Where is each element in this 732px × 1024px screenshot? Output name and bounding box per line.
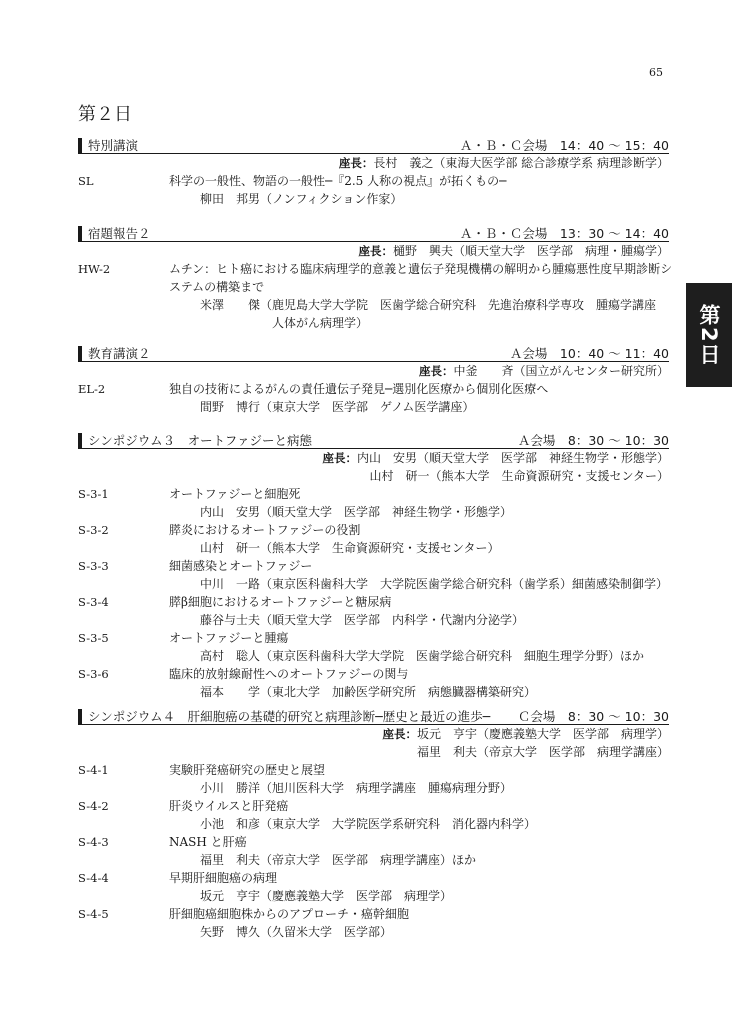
talk-author-row: [78, 851, 669, 869]
talk-author-row: [78, 539, 669, 557]
talk-title: オートファジーと腫瘍: [169, 631, 289, 645]
talk-code: S-4-5: [78, 907, 109, 921]
talk-author: 小川 勝洋（旭川医科大学 病理学講座 腫瘍病理分野）: [200, 781, 513, 795]
talk-author: 人体がん病理学）: [272, 316, 369, 330]
talk-author: 矢野 博久（久留米大学 医学部）: [200, 925, 393, 939]
talk-title-row: [78, 172, 669, 190]
talk-author: 米澤 傑（鹿児島大学大学院 医歯学総合研究科 先進治療科学専攻 腫瘍学講座: [200, 298, 657, 312]
talk-code: SL: [78, 174, 94, 188]
talk-author: 間野 博行（東京大学 医学部 ゲノム医学講座）: [200, 400, 475, 414]
side-tab-label: 第2日: [697, 303, 721, 367]
talk-title: 膵炎におけるオートファジーの役割: [169, 523, 361, 537]
session-header: [78, 226, 669, 242]
chair-name: 中釜 斉（国立がんセンター研究所）: [453, 364, 669, 378]
talk-title-row: [78, 629, 669, 647]
session-name: 宿題報告２: [88, 226, 151, 241]
session-block: [78, 346, 669, 416]
talk-author: 小池 和彦（東京大学 大学院医学系研究科 消化器内科学）: [200, 817, 537, 831]
chair-row: [78, 449, 669, 467]
talk-title: 肝炎ウイルスと肝発癌: [169, 799, 289, 813]
talk-code: S-3-1: [78, 487, 109, 501]
talk-author-row: [78, 190, 669, 208]
talk-author: 高村 聡人（東京医科歯科大学大学院 医歯学総合研究科 細胞生理学分野）ほか: [200, 649, 645, 663]
talk-title-row: [78, 380, 669, 398]
talk-author-row: [78, 611, 669, 629]
session-block: [78, 433, 669, 701]
talk-title: オートファジーと細胞死: [169, 487, 301, 501]
talk-title: 早期肝細胞癌の病理: [169, 871, 278, 885]
talk-author-row: [78, 779, 669, 797]
talk-title: 独自の技術によるがんの責任遺伝子発見─選別化医療から個別化医療へ: [169, 382, 549, 396]
talk-code: HW-2: [78, 262, 111, 276]
talk-author: 柳田 邦男（ノンフィクション作家）: [200, 192, 403, 206]
talk-title-row: [78, 278, 669, 296]
talk-author-row: [78, 815, 669, 833]
chair-row: [78, 743, 669, 761]
talk-author: 内山 安男（順天堂大学 医学部 神経生物学・形態学）: [200, 505, 513, 519]
talk-code: S-4-1: [78, 763, 109, 777]
talk-title-row: [78, 521, 669, 539]
talk-title-row: [78, 485, 669, 503]
talk-author: 坂元 亨宇（慶應義塾大学 医学部 病理学）: [200, 889, 453, 903]
side-tab: [686, 283, 732, 387]
chair-row: [78, 467, 669, 485]
talk-title-row: [78, 557, 669, 575]
talk-author: 山村 研一（熊本大学 生命資源研究・支援センター）: [200, 541, 500, 555]
chair-name: 内山 安男（順天堂大学 医学部 神経生物学・形態学）: [356, 451, 669, 465]
session-venue: Ｃ会場 8：30 〜 10：30: [517, 709, 669, 724]
talk-title-row: [78, 761, 669, 779]
talk-code: S-3-6: [78, 667, 109, 681]
chair-label: 座長：: [358, 244, 393, 258]
session-name: 特別講演: [88, 138, 139, 153]
talk-code: S-4-4: [78, 871, 109, 885]
talk-title: 肝細胞癌細胞株からのアプローチ・癌幹細胞: [169, 907, 410, 921]
chair-label: 座長：: [322, 451, 357, 465]
talk-title: 科学の一般性、物語の一般性─『2.5 人称の視点』が拓くもの─: [169, 174, 507, 188]
talk-author-row: [78, 923, 669, 941]
talk-title-row: [78, 593, 669, 611]
chair-name: 樋野 興夫（順天堂大学 医学部 病理・腫瘍学）: [392, 244, 669, 258]
chair-label: 座長：: [338, 156, 374, 170]
chair-name: 福里 利夫（帝京大学 医学部 病理学講座）: [416, 745, 669, 759]
talk-author-row: [78, 314, 669, 332]
talk-title-row: [78, 905, 669, 923]
talk-title: 細菌感染とオートファジー: [169, 559, 313, 573]
talk-author: 福里 利夫（帝京大学 医学部 病理学講座）ほか: [200, 853, 477, 867]
talk-code: S-3-3: [78, 559, 109, 573]
talk-code: S-3-5: [78, 631, 109, 645]
talk-title: 膵β細胞におけるオートファジーと糖尿病: [169, 595, 392, 609]
talk-title-row: [78, 869, 669, 887]
day-title: 第２日: [78, 104, 132, 125]
talk-title-row: [78, 797, 669, 815]
talk-author-row: [78, 887, 669, 905]
session-venue: Ａ・Ｂ・Ｃ会場 13：30 〜 14：40: [459, 226, 669, 241]
talk-author-row: [78, 296, 669, 314]
session-header: [78, 709, 669, 725]
chair-name: 坂元 亨宇（慶應義塾大学 医学部 病理学）: [416, 727, 669, 741]
talk-title: 実験肝発癌研究の歴史と展望: [169, 763, 326, 777]
talk-code: EL-2: [78, 382, 106, 396]
chair-row: [78, 154, 669, 172]
chair-label: 座長：: [382, 727, 417, 741]
talk-code: S-4-2: [78, 799, 109, 813]
talk-author-row: [78, 683, 669, 701]
session-block: [78, 226, 673, 332]
talk-code: S-3-2: [78, 523, 109, 537]
chair-row: [78, 242, 669, 260]
chair-row: [78, 362, 669, 380]
talk-code: S-4-3: [78, 835, 109, 849]
chair-row: [78, 725, 669, 743]
session-name: シンポジウム４ 肝細胞癌の基礎的研究と病理診断─歴史と最近の進歩─: [88, 709, 491, 724]
session-block: [78, 709, 669, 941]
chair-name: 山村 研一（熊本大学 生命資源研究・支援センター）: [369, 469, 669, 483]
session-header: [78, 138, 669, 154]
session-venue: Ａ・Ｂ・Ｃ会場 14：40 〜 15：40: [459, 138, 669, 153]
talk-author: 藤谷与士夫（順天堂大学 医学部 内科学・代謝内分泌学）: [200, 613, 525, 627]
talk-code: S-3-4: [78, 595, 109, 609]
session-block: [78, 138, 669, 208]
talk-author: 福本 学（東北大学 加齢医学研究所 病態臓器構築研究）: [200, 685, 537, 699]
session-venue: Ａ会場 10：40 〜 11：40: [509, 346, 669, 361]
talk-author-row: [78, 503, 669, 521]
session-venue: Ａ会場 8：30 〜 10：30: [517, 433, 669, 448]
talk-title: ムチン：ヒト癌における臨床病理学的意義と遺伝子発現機構の解明から腫瘍悪性度早期診断シ: [169, 262, 673, 276]
session-header: [78, 346, 669, 362]
talk-title: 臨床的放射線耐性へのオートファジーの関与: [169, 667, 409, 681]
talk-title-row: [78, 260, 673, 278]
talk-author-row: [78, 575, 669, 593]
talk-title-row: [78, 833, 669, 851]
talk-title-row: [78, 665, 669, 683]
session-name: シンポジウム３ オートファジーと病態: [88, 433, 312, 448]
session-header: [78, 433, 669, 449]
talk-author-row: [78, 647, 669, 665]
page-number: 65: [649, 66, 663, 79]
session-name: 教育講演２: [88, 346, 151, 361]
talk-author-row: [78, 398, 669, 416]
talk-author: 中川 一路（東京医科歯科大学 大学院医歯学総合研究科（歯学系）細菌感染制御学）: [200, 577, 669, 591]
chair-label: 座長：: [418, 364, 454, 378]
talk-title: NASH と肝癌: [169, 835, 247, 849]
talk-title: ステムの構築まで: [169, 280, 265, 294]
chair-name: 長村 義之（東海大医学部 総合診療学系 病理診断学）: [373, 156, 669, 170]
